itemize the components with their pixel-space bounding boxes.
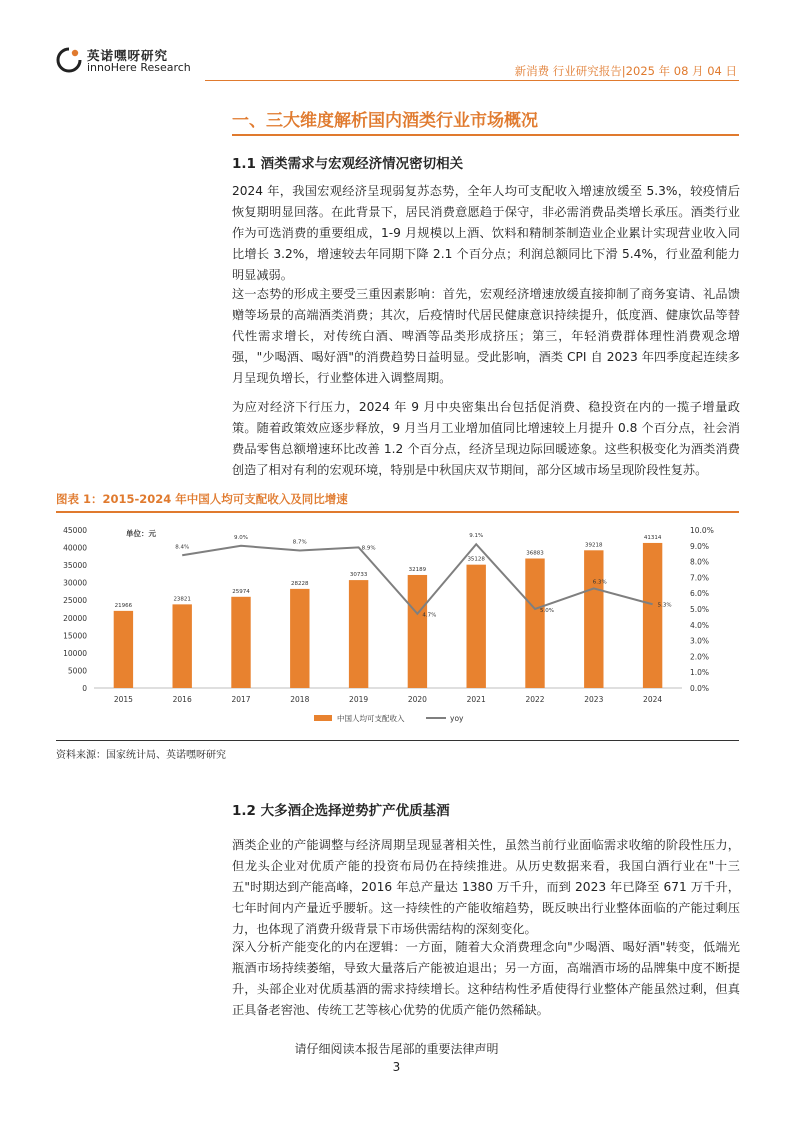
income-growth-chart xyxy=(56,514,739,738)
figure-title: 图表 1：2015-2024 年中国人均可支配收入及同比增速 xyxy=(56,492,348,506)
chart-unit-label: 单位：元 xyxy=(126,529,156,538)
income-bars xyxy=(114,543,663,688)
logo-mark-icon xyxy=(55,46,83,74)
figure-top-rule xyxy=(56,511,739,513)
legend-bar-label: 中国人均可支配收入 xyxy=(337,714,405,723)
right-axis-tick-label: 9.0% xyxy=(690,541,710,551)
x-axis-tick-label: 2018 xyxy=(290,695,310,704)
income-bar xyxy=(643,543,662,688)
right-axis-tick-label: 1.0% xyxy=(690,668,710,678)
legend-bar-swatch xyxy=(314,715,332,721)
right-axis-tick-label: 2.0% xyxy=(690,652,710,662)
income-bar xyxy=(349,580,368,688)
right-axis-tick-label: 10.0% xyxy=(690,526,714,535)
subsection-title-1-2: 1.2 大多酒企选择逆势扩产优质基酒 xyxy=(232,803,450,819)
paragraph-2: 这一态势的形成主要受三重因素影响：首先，宏观经济增速放缓直接抑制了商务宴请、礼品馈赠等场景的高端酒类消费；其次，后疫情时代居民健康意识持续提升，低度酒、健康饮品等替代性需求增长，对传统白酒、啤酒等品类形成挤压；第三，年轻消费群体理性消费观念增强，"少喝酒、喝好酒"的消费趋势日益明显。受此影响，酒类 CPI 自 2023 年四季度起连续多月呈现负增长，行业整体进入调整周期。 xyxy=(232,287,740,385)
yoy-point-label: 8.9% xyxy=(361,545,376,552)
income-bar xyxy=(525,558,544,688)
income-bar-label: 21966 xyxy=(114,602,133,609)
right-axis-tick-label: 4.0% xyxy=(690,620,710,630)
right-axis-tick-label: 0.0% xyxy=(690,684,710,693)
subsection-title-1-1: 1.1 酒类需求与宏观经济情况密切相关 xyxy=(232,156,464,172)
left-axis-tick-label: 30000 xyxy=(63,578,87,588)
legend-line-label: yoy xyxy=(450,714,464,723)
report-header-info: 新消费 行业研究报告|2025 年 08 月 04 日 xyxy=(514,64,737,78)
income-bar-labels xyxy=(115,535,662,609)
logo-chinese-name: 英诺嘿呀研究 xyxy=(87,48,169,63)
legal-notice: 请仔细阅读本报告尾部的重要法律声明 xyxy=(294,1042,499,1056)
income-bar xyxy=(114,611,133,688)
page-number: 3 xyxy=(392,1060,401,1074)
income-bar xyxy=(290,589,309,688)
income-bar-label: 28228 xyxy=(291,580,309,587)
income-bar xyxy=(466,565,485,688)
x-axis-tick-label: 2019 xyxy=(349,695,369,704)
x-axis-tick-label: 2023 xyxy=(584,695,604,704)
yoy-point-label: 8.7% xyxy=(292,539,307,546)
x-axis-tick-label: 2024 xyxy=(643,695,663,704)
income-bar-label: 25974 xyxy=(232,588,250,595)
figure-source: 资料来源：国家统计局、英诺嘿呀研究 xyxy=(56,750,226,761)
x-axis-tick-label: 2022 xyxy=(525,695,545,704)
figure-bottom-rule xyxy=(56,740,739,741)
income-bar-label: 32189 xyxy=(408,566,427,573)
x-axis-ticks xyxy=(114,695,663,704)
x-axis-tick-label: 2017 xyxy=(231,695,251,704)
income-bar-label: 39218 xyxy=(585,542,603,549)
income-bar-label: 30733 xyxy=(349,572,368,579)
yoy-point-label: 4.7% xyxy=(422,612,437,619)
x-axis-tick-label: 2015 xyxy=(113,695,133,704)
yoy-point-label: 5.3% xyxy=(657,602,672,609)
income-bar xyxy=(231,597,250,688)
income-bar-label: 35128 xyxy=(467,556,485,563)
yoy-point-label: 9.1% xyxy=(469,533,484,540)
left-axis-tick-label: 45000 xyxy=(63,526,87,535)
income-bar xyxy=(408,575,427,688)
left-axis-tick-label: 5000 xyxy=(67,666,87,676)
chart-legend xyxy=(314,713,464,723)
paragraph-4: 酒类企业的产能调整与经济周期呈现显著相关性，虽然当前行业面临需求收缩的阶段性压力，但龙头企业对优质产能的投资布局仍在持续推进。从历史数据来看，我国白酒行业在"十三五"时期达到产能高峰，2016 年总产量达 1380 万千升，而到 2023 年已降至 671 万千升，七年时间内产量近乎腰斩。这一持续性的产能收缩趋势，既反映出行业整体面临的产能过剩压力，也体现了消费升级背景下市场供需结构的深刻变化。 xyxy=(232,838,740,936)
right-axis xyxy=(690,526,714,693)
yoy-point-label: 5.0% xyxy=(540,608,554,614)
header-divider xyxy=(205,80,739,81)
left-axis-tick-label: 25000 xyxy=(63,596,87,606)
left-axis-tick-label: 20000 xyxy=(63,613,87,623)
paragraph-3: 为应对经济下行压力，2024 年 9 月中央密集出台包括促消费、稳投资在内的一揽子增量政策。随着政策效应逐步释放，9 月当月工业增加值同比增速较上月提升 0.8 个百分点，社会消费品零售总额增速环比改善 1.2 个百分点，经济呈现边际回暖迹象。这些积极变化为酒类消费创造了相对有利的宏观环境，特别是中秋国庆双节期间，部分区域市场呈现阶段性复苏。 xyxy=(232,400,740,477)
yoy-point-label: 6.3% xyxy=(592,579,607,586)
paragraph-5: 深入分析产能变化的内在逻辑：一方面，随着大众消费理念向"少喝酒、喝好酒"转变，低端光瓶酒市场持续萎缩，导致大量落后产能被迫退出；另一方面，高端酒市场的品牌集中度不断提升，头部企业对优质基酒的需求持续增长。这种结构性矛盾使得行业整体产能虽然过剩，但真正具备老窖池、传统工艺等核心优势的优质产能仍然稀缺。 xyxy=(232,940,740,1017)
right-axis-tick-label: 7.0% xyxy=(690,573,710,583)
logo-english-name: innoHere Research xyxy=(87,61,191,74)
right-axis-tick-label: 5.0% xyxy=(690,605,710,614)
right-axis-tick-label: 8.0% xyxy=(690,557,710,567)
left-axis-tick-label: 0 xyxy=(82,684,87,693)
income-bar-label: 36883 xyxy=(526,550,544,557)
income-bar xyxy=(584,550,603,688)
income-bar xyxy=(172,604,191,688)
x-axis-tick-label: 2016 xyxy=(172,695,192,704)
x-axis-tick-label: 2021 xyxy=(466,695,486,704)
income-bar-label: 23821 xyxy=(173,596,191,603)
yoy-point-label: 9.0% xyxy=(234,534,248,541)
right-axis-tick-label: 3.0% xyxy=(690,636,710,646)
section-title-underline xyxy=(232,134,739,136)
paragraph-1: 2024 年，我国宏观经济呈现弱复苏态势，全年人均可支配收入增速放缓至 5.3%，较疫情后恢复期明显回落。在此背景下，居民消费意愿趋于保守，非必需消费品类增长承压。酒类行业作为可选消费的重要组成，1-9 月规模以上酒、饮料和精制茶制造业企业累计实现营业收入同比增长 3.2%，增速较去年同期下降 2.1 个百分点；利润总额同比下滑 5.4%，行业盈利能力明显减弱。 xyxy=(232,184,740,282)
left-axis-tick-label: 35000 xyxy=(63,561,87,571)
yoy-point-label: 8.4% xyxy=(175,544,190,551)
x-axis-tick-label: 2020 xyxy=(407,695,427,704)
section-title: 一、三大维度解析国内酒类行业市场概况 xyxy=(232,111,538,131)
left-axis xyxy=(63,526,87,693)
left-axis-tick-label: 10000 xyxy=(63,648,87,658)
right-axis-tick-label: 6.0% xyxy=(690,589,710,599)
left-axis-tick-label: 40000 xyxy=(63,543,87,553)
left-axis-tick-label: 15000 xyxy=(63,631,87,641)
company-logo xyxy=(55,44,205,78)
income-bar-label: 41314 xyxy=(643,534,662,541)
